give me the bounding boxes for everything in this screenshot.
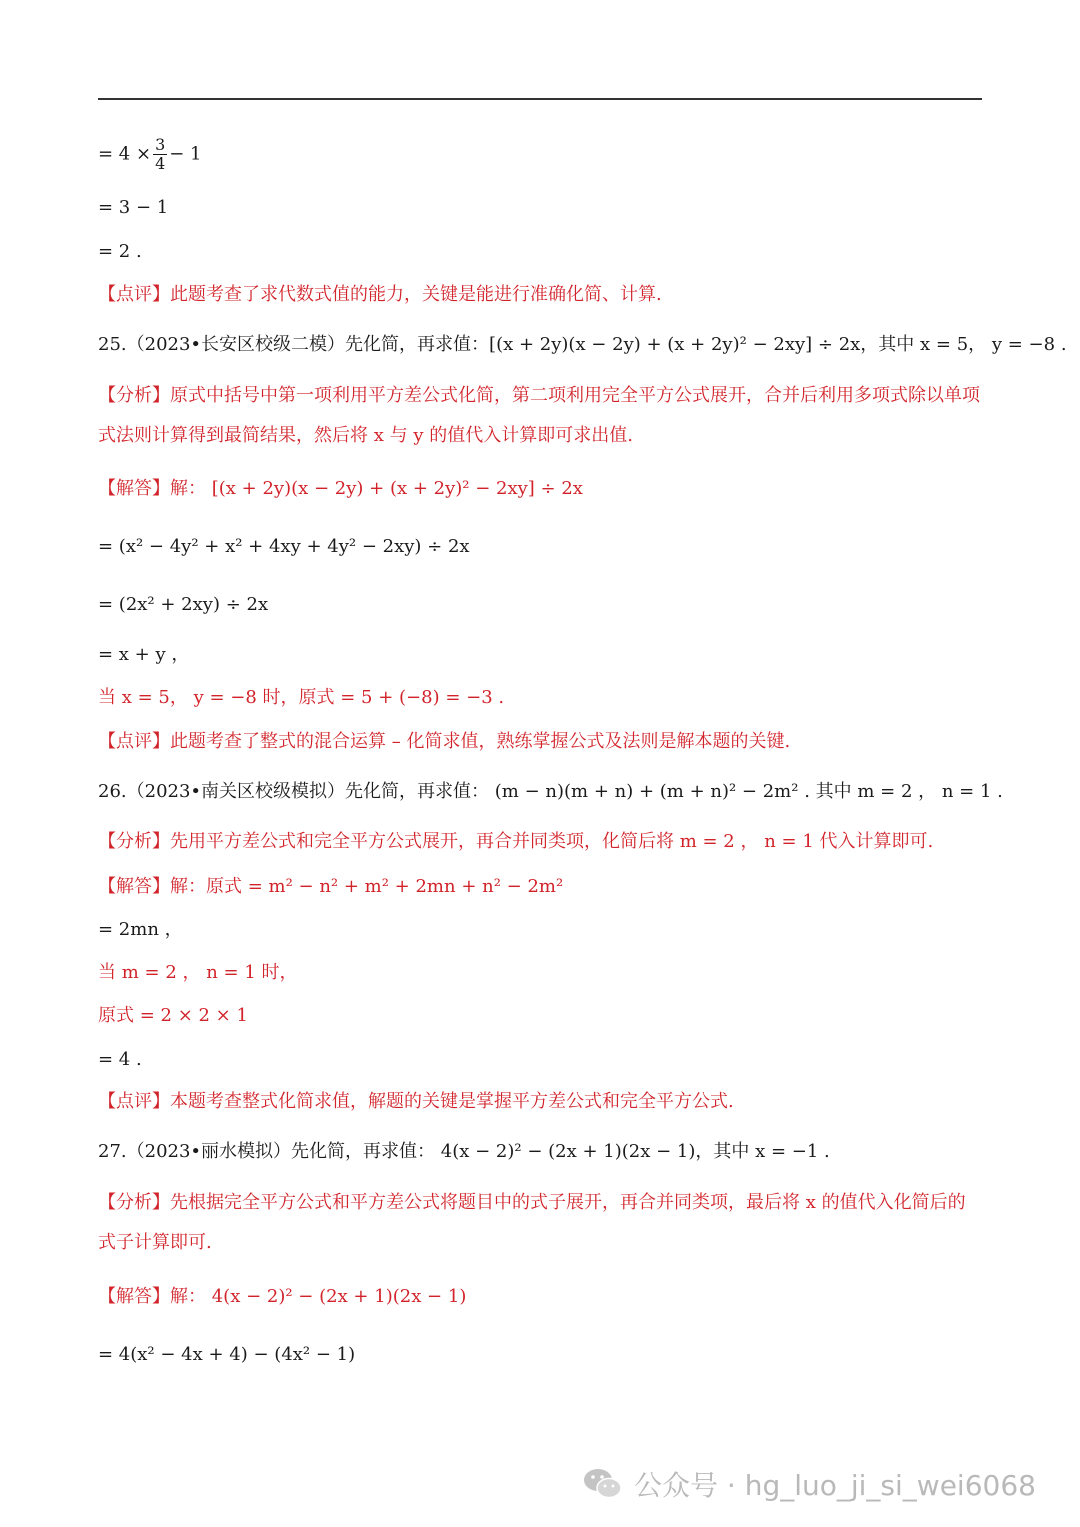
fraction: $\frac{3}{4}$ xyxy=(155,135,166,173)
step-line: = 3 − 1 xyxy=(98,197,169,218)
step-line: = 4(x² − 4x + 4) − (4x² − 1) xyxy=(98,1344,356,1365)
step-line: = (x² − 4y² + x² + 4xy + 4y² − 2xy) ÷ 2x xyxy=(98,536,470,557)
analysis-27: 【分析】先根据完全平方公式和平方差公式将题目中的式子展开，再合并同类项，最后将 x 的值代入化简后的式子计算即可. xyxy=(98,1192,966,1253)
header-rule xyxy=(98,98,982,100)
step-line: = 2mn ， xyxy=(98,919,183,940)
watermark-text: 公众号 · hg_luo_ji_si_wei6068 xyxy=(634,1469,1036,1502)
answer-26: 【解答】解：原式 = m² − n² + m² + 2mn + n² − 2m² xyxy=(98,876,564,897)
step-line: = 4 . xyxy=(98,1049,142,1070)
comment-26: 【点评】本题考查整式化简求值，解题的关键是掌握平方差公式和完全平方公式. xyxy=(98,1091,734,1112)
step-line: = 2 . xyxy=(98,241,142,262)
step-line: 当 x = 5， y = −8 时，原式 = 5 + (−8) = −3 . xyxy=(98,687,505,708)
step-line: 原式 = 2 × 2 × 1 xyxy=(98,1005,248,1026)
question-26: 26.（2023•南关区校级模拟）先化简，再求值： (m − n)(m + n) + (m + n)² − 2m² . 其中 m = 2 ， n = 1 . xyxy=(98,781,1003,802)
question-27: 27.（2023•丽水模拟）先化简，再求值： 4(x − 2)² − (2x + 1)(2x − 1)，其中 x = −1 . xyxy=(98,1141,830,1162)
step-line: 当 m = 2 ， n = 1 时， xyxy=(98,962,298,983)
analysis-25: 【分析】原式中括号中第一项利用平方差公式化简，第二项利用完全平方公式展开，合并后利用多项式除以单项式法则计算得到最简结果，然后将 x 与 y 的值代入计算即可求出值. xyxy=(98,385,980,446)
answer-25: 【解答】解： [(x + 2y)(x − 2y) + (x + 2y)² − 2xy] ÷ 2x xyxy=(98,478,583,499)
step-line: = (2x² + 2xy) ÷ 2x xyxy=(98,594,269,615)
comment-24: 【点评】此题考查了求代数式值的能力，关键是能进行准确化简、计算. xyxy=(98,284,662,305)
answer-27: 【解答】解： 4(x − 2)² − (2x + 1)(2x − 1) xyxy=(98,1286,467,1307)
wechat-icon xyxy=(582,1466,624,1502)
question-25: 25.（2023•长安区校级二模）先化简，再求值：[(x + 2y)(x − 2y) + (x + 2y)² − 2xy] ÷ 2x，其中 x = 5， y = −8 . xyxy=(98,334,1067,355)
analysis-26: 【分析】先用平方差公式和完全平方公式展开，再合并同类项，化简后将 m = 2 ， n = 1 代入计算即可. xyxy=(98,831,934,852)
step-line: = 4 × $\frac{3}{4}$ − 1 xyxy=(98,135,202,173)
watermark xyxy=(582,1458,1036,1510)
step-line: = x + y ， xyxy=(98,644,190,665)
comment-25: 【点评】此题考查了整式的混合运算 – 化简求值，熟练掌握公式及法则是解本题的关键. xyxy=(98,731,791,752)
